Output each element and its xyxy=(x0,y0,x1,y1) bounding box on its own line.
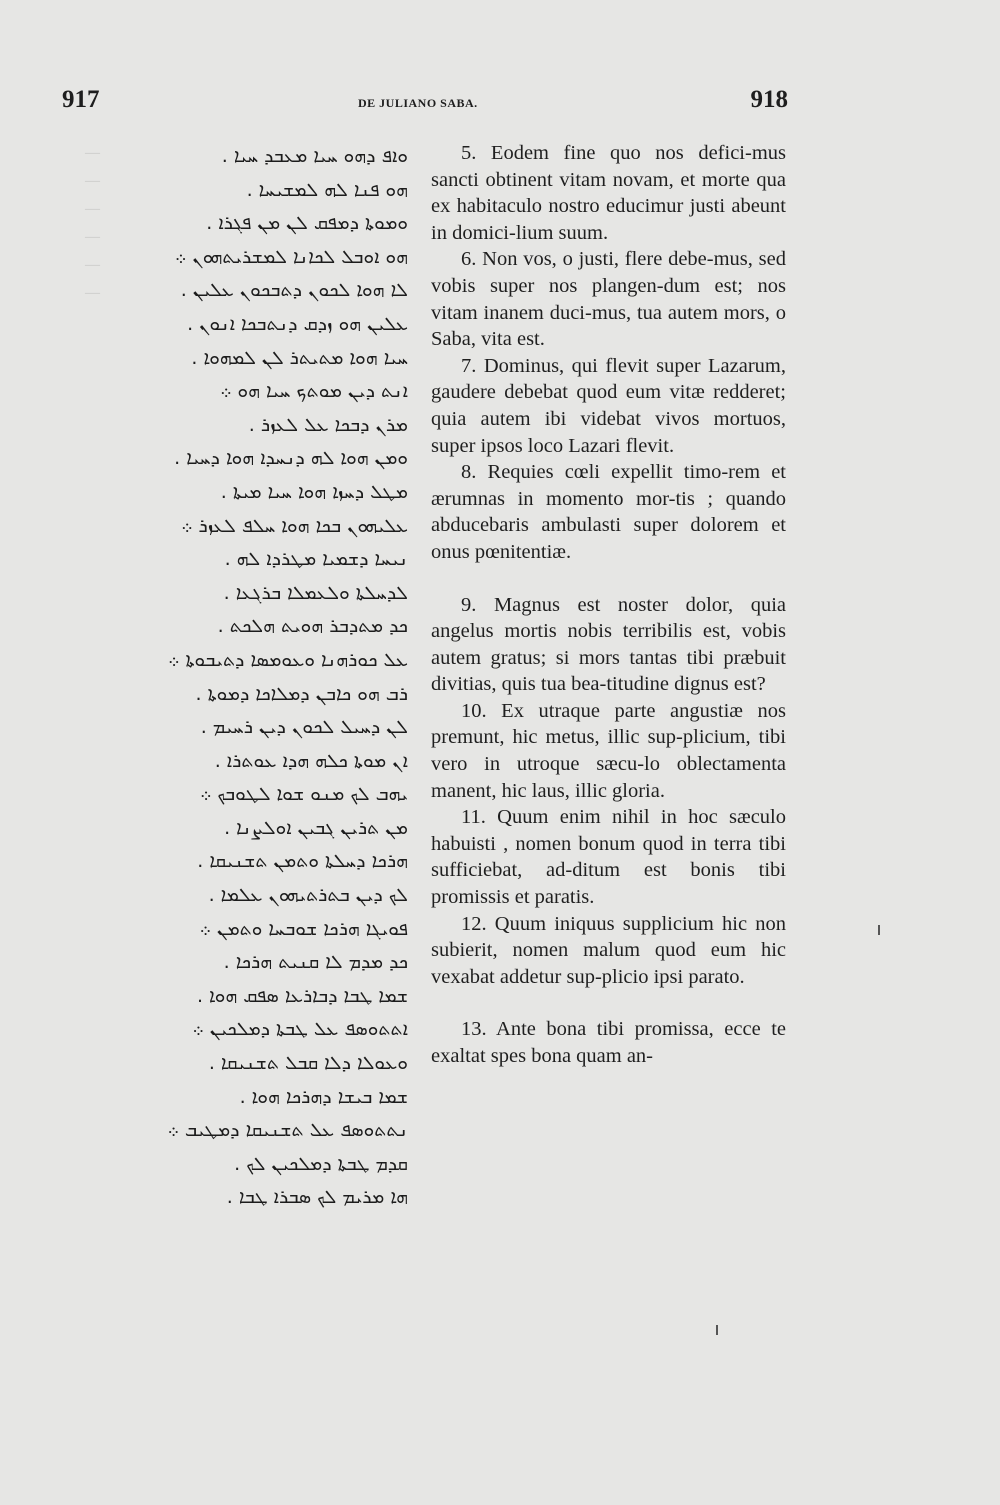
syriac-line: ܚܝܐ ܗܘܐ ܡܬܝܬܪ ܠܢ ܠܡܗܘܐ . xyxy=(191,346,408,369)
show-through-texture: — — — — — — xyxy=(85,145,100,301)
latin-paragraph: 12. Quum iniquus supplicium hic non subierit, nomen malum quod eum hic vexabat addetur sup-plicio ipsi parato. xyxy=(431,912,786,988)
syriac-line: ܘܡܢ ܗܘܐ ܠܗ ܕܢܚܕܐ ܗܘܐ ܕܚܝܐ . xyxy=(174,447,408,470)
syriac-line: ܠܢ ܕܚܝܠ ܠܟܘܢ ܕܝܢ ܪܚܝܡ . xyxy=(200,716,408,739)
syriac-line: ܟܕ ܡܕܡ ܠܐ ܩܢܝܬ ܗܪܟܐ . xyxy=(223,951,408,974)
paper-fleck xyxy=(878,925,880,935)
syriac-column xyxy=(130,140,408,1215)
syriac-line: ܘܥܘܠܐ ܕܠܐ ܩܒܠ ܬܫܢܝܩܐ . xyxy=(208,1052,408,1075)
latin-column xyxy=(431,140,786,1070)
syriac-line: ܐܬܬܘܣܦ ܥܠ ܛܒܬܐ ܕܡܠܟܝܢ ܀ xyxy=(192,1018,408,1041)
running-title: DE JULIANO SABA. xyxy=(358,96,478,110)
latin-paragraph: 9. Magnus est noster dolor, quia angelus mortis nobis terribilis est, vobis autem gratus; si mors tantas tibi præbuit divitias, quis tua bea-titudine dignus est? xyxy=(431,593,786,696)
syriac-line: ܦܘܝܓܐ ܗܪܟܐ ܫܘܒܚܐ ܘܬܡܢ ܀ xyxy=(199,917,408,940)
latin-paragraph: 10. Ex utraque parte angustiæ nos premunt, hic metus, illic sup-plicium, tibi vero in utroque sæcu-lo oblectamenta manent, hic laus, illic gloria. xyxy=(431,699,786,802)
syriac-line: ܥܠ ܟܘܪܗܢܐ ܘܥܘܡܣܐ ܕܬܝܒܘܬܐ ܀ xyxy=(168,648,408,671)
syriac-line: ܥܠܝܗܘܢ ܒܟܐ ܗܘܐ ܚܠܦ ܠܥܙܪ ܀ xyxy=(181,514,408,537)
latin-paragraph: 7. Dominus, qui flevit super Lazarum, gaudere debebat quod eum vitæ redderet; quia autem ibi videbat vivos mortuos, super ipsos loco Lazari flevit. xyxy=(431,354,786,457)
syriac-line: ܐܢ ܡܘܬܐ ܟܠܗ ܗܕܐ ܥܘܬܪܐ . xyxy=(214,749,408,772)
latin-paragraph: 5. Eodem fine quo nos defici-mus sancti obtinent vitam novam, et morte qua ex habitaculo nostro educimur justi abeunt in domici-lium suum. xyxy=(431,142,786,244)
page-header xyxy=(62,86,788,122)
syriac-line: ܡܢ ܬܪܝܢ ܓܒܝܢ ܐܘܠܨܢܐ . xyxy=(224,816,408,839)
syriac-line: ܡܛܠ ܕܚܙܐ ܗܘܐ ܚܝܐ ܡܝܬܐ . xyxy=(220,480,408,503)
syriac-line: ܥܠܝܢ ܗܘ ܙܕܩ ܕܢܬܒܟܐ ܐܢܘܢ . xyxy=(187,312,408,335)
right-page-number: 918 xyxy=(750,86,788,113)
syriac-line: ܫܡܐ ܛܒܐ ܕܒܐܪܥܐ ܣܦܩ ܗܘܐ . xyxy=(196,984,408,1007)
syriac-line: ܝܗܒ ܠܟ ܡܢܘ ܫܘܐ ܠܛܘܒܟ ܀ xyxy=(199,783,408,806)
syriac-line: ܪܒ ܗܘ ܟܐܒܢ ܕܡܠܐܟܐ ܕܡܘܬܐ . xyxy=(195,682,408,705)
syriac-line: ܢܝܚܐ ܕܫܡܝܐ ܡܛܪܕܐ ܠܗ . xyxy=(224,548,408,571)
syriac-line: ܠܐ ܗܘܐ ܠܟܘܢ ܕܬܒܟܘܢ ܥܠܝܢ . xyxy=(180,279,408,302)
syriac-line: ܠܕܚܠܬܐ ܘܠܥܡܠܐ ܒܪܓܥܐ . xyxy=(223,581,408,604)
syriac-line: ܐܢܬ ܕܝܢ ܡܘܬܟ ܚܝܐ ܗܘ ܀ xyxy=(220,380,408,403)
latin-paragraph: 13. Ante bona tibi promissa, ecce te exaltat spes bona quam an- xyxy=(431,1018,786,1067)
syriac-line: ܘܡܘܬܐ ܕܡܦܩ ܠܢ ܡܢ ܦܓܪܐ . xyxy=(206,212,408,235)
latin-paragraph: 8. Requies cœli expellit timo-rem et ærumnas in momento mor-tis ; quando abducebaris ambulasti super dolorem et onus pœnitentiæ. xyxy=(431,461,786,563)
syriac-line: ܟܕ ܡܬܕܒܪ ܗܘܝܬ ܗܠܟܬ . xyxy=(217,615,408,638)
syriac-line: ܗܪܟܐ ܕܚܠܬܐ ܘܬܡܢ ܬܫܢܝܩܐ . xyxy=(197,850,408,873)
syriac-line: ܘܐܦ ܕܗܘ ܚܝܐ ܡܥܒܕ ܚܝܐ . xyxy=(221,145,408,167)
syriac-line: ܠܟ ܕܝܢ ܒܬܪܬܝܗܘܢ ܥܠܡܐ . xyxy=(208,884,408,907)
syriac-line: ܫܡܐ ܒܝܫܐ ܕܗܪܟܐ ܗܘܐ . xyxy=(239,1085,408,1108)
syriac-line: ܗܐ ܡܪܝܡ ܠܟ ܣܒܪܐ ܛܒܐ . xyxy=(226,1186,408,1209)
paper-fleck xyxy=(716,1325,718,1335)
latin-paragraph: 6. Non vos, o justi, flere debe-mus, sed vobis super nos plangen-dum est; nos vitam inanem duci-mus, tua autem mors, o Saba, vita est. xyxy=(431,248,786,351)
syriac-line: ܩܕܡ ܛܒܬܐ ܕܡܠܟܝܢ ܠܟ . xyxy=(234,1152,408,1175)
syriac-line: ܗܘ ܦܢܐ ܠܗ ܠܡܫܝܚܐ . xyxy=(246,178,408,201)
syriac-line: ܗܘ ܐܘܒܠ ܠܟܐܢܐ ܠܡܫܪܝܬܗܘܢ ܀ xyxy=(174,245,408,268)
syriac-line: ܢܬܬܘܣܦ ܥܠ ܬܫܢܝܩܐ ܕܡܛܝܒ ܀ xyxy=(167,1119,408,1142)
left-page-number: 917 xyxy=(62,86,100,113)
syriac-line: ܡܪܢ ܕܒܟܐ ܥܠ ܠܥܙܪ . xyxy=(248,413,408,436)
latin-paragraph: 11. Quum enim nihil in hoc sæculo habuisti , nomen bonum quod in terra tibi sufficiebat, ad-ditum est bonis tibi promissis et paratis. xyxy=(431,806,786,909)
